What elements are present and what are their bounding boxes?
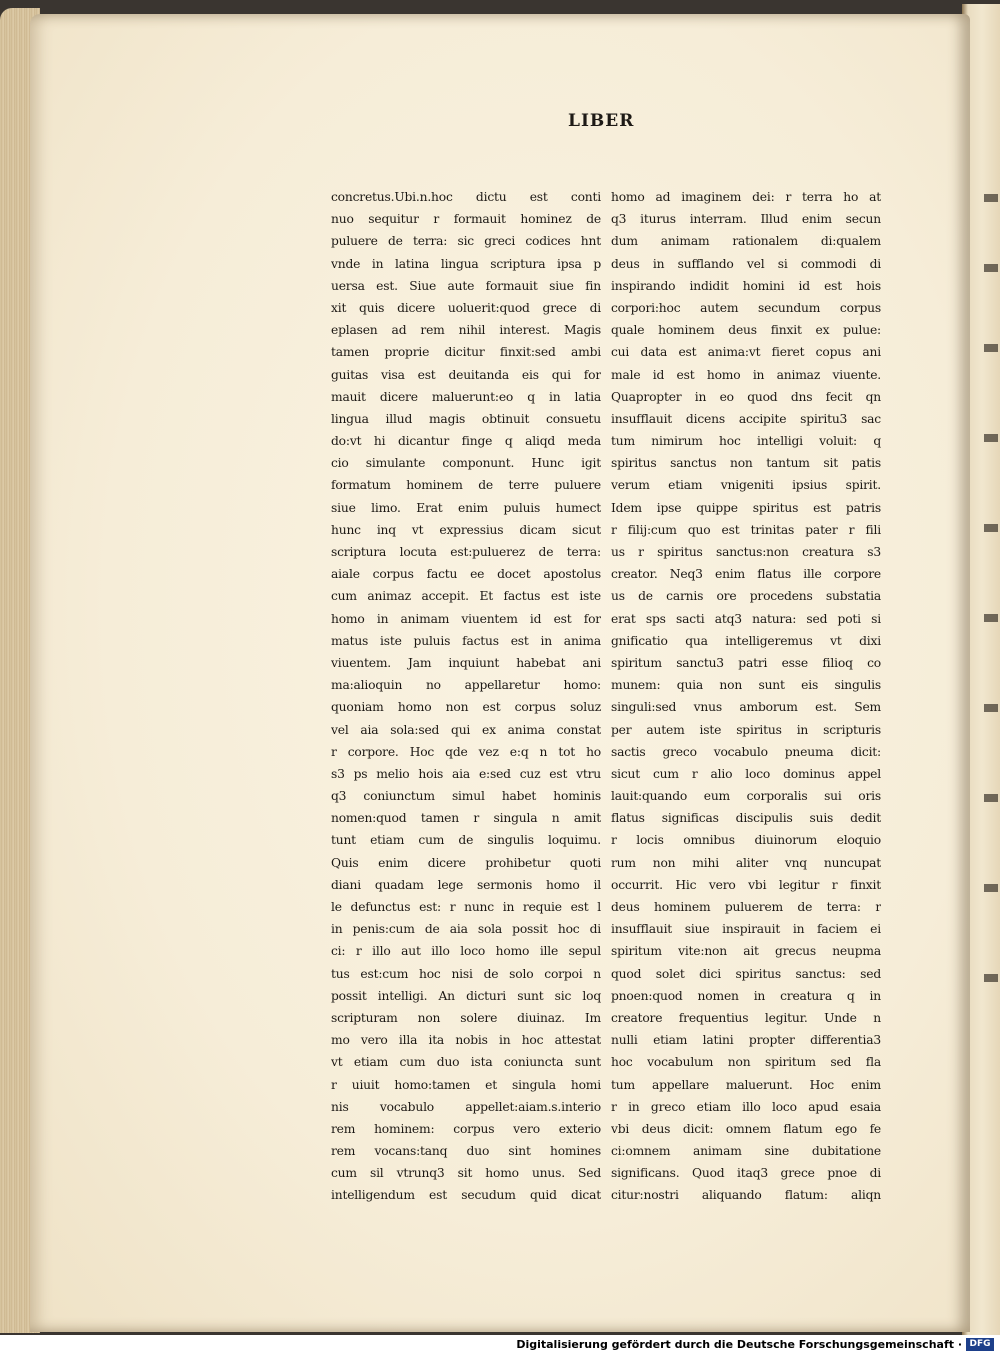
text-column-left bbox=[331, 186, 601, 1207]
running-head: LIBER bbox=[568, 111, 635, 131]
right-page-text-fragment bbox=[984, 704, 998, 712]
text-line: us r spiritus sanctus:non creatura s3 bbox=[611, 545, 881, 559]
text-line: deus hominem puluerem de terra: r bbox=[611, 900, 881, 914]
text-line: cum sil vtrunq3 sit homo unus. Sed bbox=[331, 1166, 601, 1181]
text-line: lauit:quando eum corporalis sui oris bbox=[611, 789, 881, 804]
text-line: nomen:quod tamen r singula n amit bbox=[331, 811, 601, 826]
text-line: rum non mihi aliter vnq nuncupat bbox=[611, 855, 881, 870]
text-line: munem: quia non sunt eis singulis bbox=[611, 678, 881, 693]
text-line: sicut cum r alio loco dominus appel bbox=[611, 766, 881, 781]
text-line: hoc vocabulum non spiritum sed fla bbox=[611, 1055, 881, 1070]
text-line: gnificatio qua intelligeremus vt dixi bbox=[611, 633, 881, 648]
text-line: ci: r illo aut illo loco homo ille sepul bbox=[331, 944, 601, 959]
right-page-text-fragment bbox=[984, 434, 998, 442]
text-line: ci:omnem animam sine dubitatione bbox=[611, 1144, 881, 1159]
text-line: tunt etiam cum de singulis loquimu. bbox=[331, 833, 601, 848]
text-line: concretus.Ubi.n.hoc dictu est conti bbox=[331, 190, 601, 204]
text-line: intelligendum est secudum quid dicat bbox=[331, 1188, 601, 1203]
text-line: flatus significas discipulis suis dedit bbox=[611, 811, 881, 826]
right-page-text-fragment bbox=[984, 524, 998, 532]
text-line: in penis:cum de aia sola possit hoc di bbox=[331, 922, 601, 937]
text-line: formatum hominem de terre puluere bbox=[331, 478, 601, 493]
text-line: matus iste puluis factus est in anima bbox=[331, 633, 601, 648]
text-line: aiale corpus factu ee docet apostolus bbox=[331, 567, 601, 582]
text-line: mo vero illa ita nobis in hoc attestat bbox=[331, 1033, 601, 1048]
text-line: r locis omnibus diuinorum eloquio bbox=[611, 833, 881, 848]
text-line: tus est:cum hoc nisi de solo corpoi n bbox=[331, 966, 601, 981]
text-line: Idem ipse quippe spiritus est patris bbox=[611, 500, 881, 515]
text-line: creatore frequentius legitur. Unde n bbox=[611, 1010, 881, 1025]
text-column-right bbox=[611, 186, 881, 1207]
text-line: r in greco etiam illo loco apud esaia bbox=[611, 1099, 881, 1114]
text-line: viuentem. Jam inquiunt habebat ani bbox=[331, 655, 601, 670]
text-line: per autem iste spiritus in scripturis bbox=[611, 722, 881, 737]
text-line: r corpore. Hoc qde vez e:q n tot ho bbox=[331, 744, 601, 759]
text-line: mauit dicere maluerunt:eo q in latia bbox=[331, 389, 601, 404]
text-line: r uiuit homo:tamen et singula homi bbox=[331, 1077, 601, 1092]
text-line: q3 coniunctum simul habet hominis bbox=[331, 789, 601, 804]
text-line: puluere de terra: sic greci codices hnt bbox=[331, 234, 601, 249]
text-line: dum animam rationalem di:qualem bbox=[611, 234, 881, 249]
text-line: lingua illud magis obtinuit consuetu bbox=[331, 411, 601, 426]
text-line: spiritum sanctu3 patri esse filioq co bbox=[611, 655, 881, 670]
text-line: cum animaz accepit. Et factus est iste bbox=[331, 589, 601, 604]
text-line: le defunctus est: r nunc in requie est l bbox=[331, 900, 601, 914]
text-line: corpori:hoc autem secundum corpus bbox=[611, 300, 881, 315]
text-line: male id est homo in animaz viuente. bbox=[611, 367, 881, 382]
text-line: vt etiam cum duo ista coniuncta sunt bbox=[331, 1055, 601, 1070]
text-line: spiritus sanctus non tantum sit patis bbox=[611, 456, 881, 471]
text-line: Quapropter in eo quod dns fecit qn bbox=[611, 389, 881, 404]
text-line: hunc inq vt expressius dicam sicut bbox=[331, 522, 601, 537]
footer-credit-text: Digitalisierung gefördert durch die Deutsche Forschungsgemeinschaft · bbox=[516, 1338, 962, 1351]
text-line: xit quis dicere uoluerit:quod grece di bbox=[331, 300, 601, 315]
digitization-footer bbox=[0, 1335, 1000, 1355]
text-line: homo in animam viuentem id est for bbox=[331, 611, 601, 626]
text-line: cui data est anima:vt fieret copus ani bbox=[611, 345, 881, 360]
text-line: sactis greco vocabulo pneuma dicit: bbox=[611, 744, 881, 759]
text-line: homo ad imaginem dei: r terra ho at bbox=[611, 190, 881, 204]
text-line: rem hominem: corpus vero exterio bbox=[331, 1121, 601, 1136]
text-line: pnoen:quod nomen in creatura q in bbox=[611, 988, 881, 1003]
text-line: inspirando indidit homini id est hois bbox=[611, 278, 881, 293]
text-line: verum etiam vnigeniti ipsius spirit. bbox=[611, 478, 881, 493]
text-line: quod solet dici spiritus sanctus: sed bbox=[611, 966, 881, 981]
text-line: scripturam non solere diuinaz. Im bbox=[331, 1010, 601, 1025]
text-line: singuli:sed vnus amborum est. Sem bbox=[611, 700, 881, 715]
text-line: guitas visa est deuitanda eis qui for bbox=[331, 367, 601, 382]
text-line: tamen proprie dicitur finxit:sed ambi bbox=[331, 345, 601, 360]
text-line: cio simulante componunt. Hunc igit bbox=[331, 456, 601, 471]
text-line: significans. Quod itaq3 grece pnoe di bbox=[611, 1166, 881, 1181]
right-page-text-fragment bbox=[984, 974, 998, 982]
text-line: possit intelligi. An dicturi sunt sic loq bbox=[331, 988, 601, 1003]
text-line: citur:nostri aliquando flatum: aliqn bbox=[611, 1188, 881, 1203]
text-line: nuo sequitur r formauit hominez de bbox=[331, 212, 601, 227]
text-line: vel aia sola:sed qui ex anima constat bbox=[331, 722, 601, 737]
text-line: quale hominem deus finxit ex pulue: bbox=[611, 323, 881, 338]
text-line: creator. Neq3 enim flatus ille corpore bbox=[611, 567, 881, 582]
text-line: diani quadam lege sermonis homo il bbox=[331, 877, 601, 892]
dfg-logo: DFG bbox=[966, 1338, 994, 1351]
right-page-text-fragment bbox=[984, 264, 998, 272]
text-line: tum appellare maluerunt. Hoc enim bbox=[611, 1077, 881, 1092]
text-line: vnde in latina lingua scriptura ipsa p bbox=[331, 256, 601, 271]
text-line: nulli etiam latini propter differentia3 bbox=[611, 1033, 881, 1048]
right-page-text-fragment bbox=[984, 194, 998, 202]
right-page-text-fragment bbox=[984, 794, 998, 802]
text-line: insufflauit siue inspirauit in faciem ei bbox=[611, 922, 881, 937]
text-line: s3 ps melio hois aia e:sed cuz est vtru bbox=[331, 766, 601, 781]
text-line: nis vocabulo appellet:aiam.s.interio bbox=[331, 1099, 601, 1114]
text-line: vbi deus dicit: omnem flatum ego fe bbox=[611, 1121, 881, 1136]
text-line: siue limo. Erat enim puluis humect bbox=[331, 500, 601, 515]
text-line: ma:alioquin no appellaretur homo: bbox=[331, 678, 601, 693]
text-line: deus in sufflando vel si commodi di bbox=[611, 256, 881, 271]
text-line: erat sps sacti atq3 natura: sed poti si bbox=[611, 611, 881, 626]
text-line: Quis enim dicere prohibetur quoti bbox=[331, 855, 601, 870]
right-page-text-fragment bbox=[984, 344, 998, 352]
text-line: quoniam homo non est corpus soluz bbox=[331, 700, 601, 715]
text-line: insufflauit dicens accipite spiritu3 sac bbox=[611, 411, 881, 426]
text-line: tum nimirum hoc intelligi voluit: q bbox=[611, 434, 881, 449]
text-line: r filij:cum quo est trinitas pater r fili bbox=[611, 522, 881, 537]
text-line: us de carnis ore procedens substatia bbox=[611, 589, 881, 604]
text-line: do:vt hi dicantur finge q aliqd meda bbox=[331, 434, 601, 449]
text-line: occurrit. Hic vero vbi legitur r finxit bbox=[611, 877, 881, 892]
text-line: eplasen ad rem nihil interest. Magis bbox=[331, 323, 601, 338]
text-line: spiritum vite:non ait grecus neupma bbox=[611, 944, 881, 959]
right-page-text-fragment bbox=[984, 614, 998, 622]
text-line: uersa est. Siue aute formauit siue fin bbox=[331, 278, 601, 293]
text-line: q3 iturus interram. Illud enim secun bbox=[611, 212, 881, 227]
text-line: rem vocans:tanq duo sint homines bbox=[331, 1144, 601, 1159]
right-page-text-fragment bbox=[984, 884, 998, 892]
text-line: scriptura locuta est:puluerez de terra: bbox=[331, 545, 601, 559]
